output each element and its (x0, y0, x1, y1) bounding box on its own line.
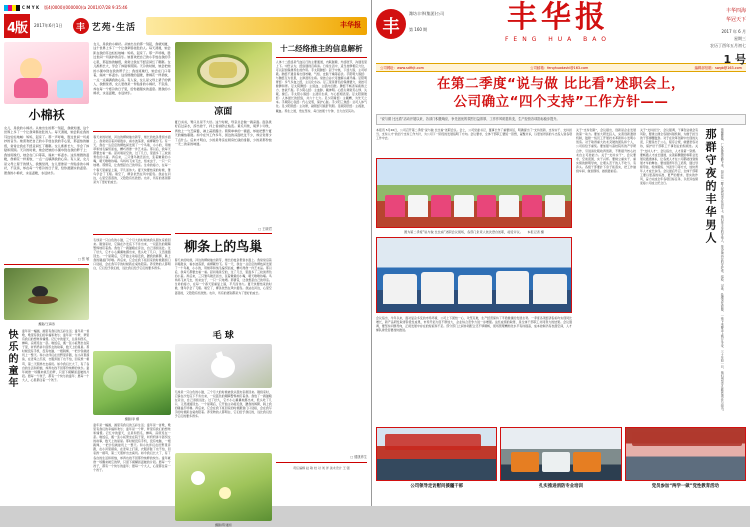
page1-masthead (376, 0, 746, 66)
main-photo-caption: 图为第二季度“说与做 比比看”述职会议现场，各部门负责人依次登台述职，接受评议。 本报记者 摄 (404, 230, 544, 235)
editor-credits: 责任编辑 赵 敏 校 对 刘 洋 美术设计 王 强 (293, 465, 350, 470)
article-body-5-a: 毛球是一只白色的小猫，三个月大的时候被我从朋友家抱回来。刚到家时，它躲在沙发底下不肯出来，一双蓝色的眼睛警惕地盯着我。我放了一碗猫粮在旁边，自己退到远处。过了好久，它才小心翼翼地挪出来，低头吃了几口，又迅速缩回去。一个星期后，它开始主动接近我，蹭我的裤腿，跳上我的膝盖打呼噜。再后来，它会在我下班回家的时候跑到门口迎接，会在我写字的时候趴在桌角陪着。养宠物的人都明白，它们给予我们的，远比我们给予它们的要多得多。 (93, 238, 171, 271)
body-column-c: 关于“支持担当”，会议强调，干事创业就会有风险，要建立健全容错纠错机制，为敢于担当的干部撑腰鼓劲。对于在改革创新中出现的失误，只要是出于公心、程序合规，就要宽容对待，保护好干部职工干事创业的积极性。关于“支持人才”，会议指出，人才是第一资源。要畅通人才成长通道，完善薪酬激励和职业发展双通道体系，让各类人才在公司都能找到施展才华的舞台。要加强青年员工培养，通过导师带徒、轮岗锻炼、外派学习等方式，加快青年人才成长步伐。会议最后号召，全体干部职工要以更高的标准、更严的要求、更实的作风，奋力完成全年各项目标任务，以优异成绩迎接公司成立纪念日。 (640, 128, 698, 186)
contact-editorial-value: swgb@163.com (714, 66, 742, 70)
bottom-photo-caption-1: 公司领导走访慰问援疆干部 (410, 484, 464, 490)
body-column-b: 关于“支持创新”，会议提出，创新是企业发展的第一动力。要加大研发投入，完善创新激励机制，鼓励一线员工开展技术革新和小发明小创造。对于取得重大技术突破的团队和个人，公司将给予重奖。要加强与高校院所的产学研合作，引进消化吸收再创新，不断提升核心技术自主可控能力。关于“支持实干”，会议要求，空谈误国，实干兴邦。要树立重实干、重实绩的鲜明导向，让埋头苦干的人不吃亏、有奔头。各级干部要扑下身子抓落实，把工作做到车间、做到现场、做到最前沿。 (576, 128, 636, 173)
bottom-photo-caption-3: 党员参加“两学一做”党性教育活动 (651, 484, 719, 490)
page4-columns (4, 42, 367, 527)
vertical-feature-body: 夜幕降临，厂区渐渐安静下来，但总有一群人依然坚守在岗位上。他们是丰华的守夜人，是设备运行的守护者。巡检、记录、处理突发故障，一夜下来要走上两万多步。三十年如一日，他们用坚守诠释着责任与担当。 (720, 128, 725, 414)
article-title-6: 十二经络推主的信息解析 (280, 44, 363, 53)
headline-line-2: 公司确立“四个支持”工作方针—— (453, 94, 669, 111)
plate-code: 版4(0000)(000000)(a 2001/07/28 9:35:46 (44, 4, 128, 10)
banner-paper-name: 丰华报 (340, 21, 361, 29)
contact-email-value: fenghuadashi@163.com (547, 66, 589, 70)
bottom-photo-3 (625, 427, 746, 489)
article-body-4-cont: 童年是一幅画，画里有我们的五彩生活；童年是一首歌，歌里有我们的幸福和欢乐；童年是一个梦，梦里有我们的想象和憧憬。记忆中的夏天，总是和西瓜、蝉鸣、凉席连在一起。晚饭后，搬一张小板凳坐在院子里，听奶奶讲牛郎织女的故事，数天上的星星。那时候没有手机，没有电脑，一根跳绳、一把沙包就能玩上一整天。和小伙伴们在田野里奔跑，在小河里摸鱼，在麦垛上打滚，衣服弄脏了也不怕，回家挨一顿骂，第二天照样出去疯玩。如今我们长大了，有了各自的生活和烦恼，却再也找不回那份纯粹的快乐。童年就像一场醒来就忘的梦，只留下模糊而温暖的片段。愿每一个孩子，都有一个快乐的童年；愿每一个大人，心里都住着一个孩子。 (93, 423, 171, 472)
page1-column-c (640, 128, 698, 424)
article-byline-1: □ 张 敏 (77, 257, 90, 261)
page4-column-3 (174, 42, 272, 527)
photo-meeting-group (376, 158, 572, 228)
photo-flowers (175, 453, 272, 521)
bottom-photo-1 (376, 427, 497, 489)
issue-lunar: 农历丁酉年五月初七 (710, 43, 746, 49)
article-byline-2: □ 王晓君 (258, 227, 272, 231)
page-number-badge: 4版 (4, 14, 30, 38)
cmyk-label: C M Y K (22, 5, 40, 10)
brand-lockup (73, 18, 136, 34)
page4-date: 2017年6月1日 (34, 23, 63, 28)
photo-white-cat (175, 344, 272, 388)
page4-column-4 (276, 42, 367, 510)
issue-label: 第 160 期 (409, 27, 428, 33)
photo-caption-2: 摄影/李 娜 (124, 417, 140, 421)
page1-main-block (376, 128, 572, 424)
contact-website[interactable] (380, 65, 424, 70)
page4-column-2 (93, 42, 170, 510)
brand-logo-icon: 丰 (73, 18, 89, 34)
paper-title-block (452, 0, 664, 43)
lead-paragraph: 本报讯 5月26日，公司召开第二季度“说与做 比比看”述职会议。会上，公司党委书记、董事长作了重要讲话，明确提出了“支持创新、支持实干、支持担当、支持人才”的四个支持工作方针，为公司下一阶段的发展指明了方向。会议要求，全体干部职工要统一思想，凝聚共识，以更加昂扬的斗志投入到各项工作中去。 (376, 128, 572, 141)
contact-email[interactable] (530, 65, 588, 70)
page1-columns (376, 128, 746, 424)
slogan-line-1: 丰华四海 (725, 8, 746, 14)
article-body-5-b: 毛球是一只白色的小猫，三个月大的时候被我从朋友家抱回来。刚到家时，它躲在沙发底下不肯出来，一双蓝色的眼睛警惕地盯着我。我放了一碗猫粮在旁边，自己退到远处。过了好久，它才小心翼翼地挪出来，低头吃了几口，又迅速缩回去。一个星期后，它开始主动接近我，蹭我的裤腿，跳上我的膝盖打呼噜。再后来，它会在我下班回家的时候跑到门口迎接，会在我写字的时候趴在桌角陪着。养宠物的人都明白，它们给予我们的，远比我们给予它们的要多得多。 (174, 390, 272, 419)
paper-title-en: FENG HUA BAO (504, 36, 612, 43)
lead-headline (376, 75, 746, 111)
section-name: 艺苑·生活 (91, 22, 136, 33)
lead-summary-box (376, 114, 746, 125)
bottom-photo-2 (500, 427, 621, 489)
article-title-1: 小棉袄 (28, 108, 65, 122)
page1-column-b (576, 128, 636, 424)
bottom-photo-row (376, 427, 746, 489)
vertical-article-title: 快乐的童年 (6, 329, 17, 389)
photo-green-field (93, 351, 170, 415)
masthead-publisher-block (409, 11, 444, 39)
issue-weekday: 星期三 (734, 36, 746, 42)
article-body-1: 女儿，是我的小棉袄。从她出生的那一刻起，我就知道，这个世界上多了一个让我牵肠挂肚的人。每天清晨，她会趴在我的耳边轻轻地喊：妈妈，起床了。那一声呼唤，胜过世间一切美妙的音乐。她喜欢把自己的小手放在我的手心里，那温热的触感，常常让我在不经意间红了眼眶。女儿渐渐长大，学会了体贴和照顾。天冷的时候，她会把她的小围巾绕在我的脖子上；我加班晚归，她会在门口等着，端来一杯温水。这些细微的温暖，像棉花一样柔软，一点一点填满我的心房。有人说，女儿是父母上辈子的情人，我倒觉得，女儿更像是一件贴身的小棉袄，不张扬，却在每一个寒冷的日子里，给你最踏实的温度。愿我的小棉袄，永远温暖，永远快乐。 (4, 126, 90, 175)
article-body-6: 人体十二经络是气血运行的主要通道，内联脏腑，外络肢节，沟通表里上下。中医认为，经络通则百病消。日常生活中，适当按摩相应穴位，可以起到保健养生的作用。手太阴肺经：起于中焦，下络大肠，主司呼吸。肺经不通者易出现咳嗽、气短、皮肤干燥等症状。手阳明大肠经：与肺经互为表里，主津液所生病。常按合谷穴可缓解头痛牙痛。足阳明胃经：多气多血之经，主运化水谷。足三里是著名的保健要穴，常按可健脾和胃。足太阴脾经：主统血、主肌肉四肢。脾经不畅者易疲倦乏力、食欲不振。手少阴心经：主血脉、藏神明。心经失调常见心悸、失眠、健忘。手太阳小肠经：主液所生病，与心经相表里。足太阳膀胱经：人体最长的经络，共六十七穴。足少阴肾经：主藏精，为先天之本。手厥阴心包经：代心受邪，保护心脏。手少阳三焦经：总司人体气化。足少阳胆经：主决断，敲胆经可疏肝利胆。足厥阴肝经：主疏泄，藏血。养生之道，贵在坚持，每日按揉十分钟，日久自见其功。 (275, 59, 367, 113)
article-title-5: 毛 球 (212, 331, 234, 341)
photo-caption-1: 摄影/王海涛 (38, 322, 55, 326)
photo-caption-3: 摄影/陈建国 (214, 523, 232, 527)
bottom-photo-caption-2: 扎实推进消防专业培训 (539, 484, 583, 490)
contact-website-value: www.sdfhjt.com (396, 66, 424, 70)
headline-line-1: 在第二季度“说与做 比比看”述职会上， (437, 76, 685, 92)
article-byline-6: □ 健康养生 (350, 454, 367, 459)
contact-editorial-label: 编辑部信箱： (694, 66, 715, 70)
photo-cold-noodles (175, 42, 272, 102)
body-column-a: 会议指出，今年以来，面对复杂多变的市场环境，公司上下团结一心、攻坚克难，生产经营保持了平稳健康的发展态势。一季度各项经济指标均实现同比增长，新产品研发取得阶段性成果，市场开拓力度不断加大，企业综合竞争力进一步增强。这些成绩的取得，是全体干部职工共同努力的结果。会议强调，要坚持问题导向，正视发展中存在的短板和不足。部分部门之间协同配合还不够顺畅，现场管理精细化水平有待提高，成本控制仍有挖潜空间，人才梯队建设需要加快推进。 (376, 316, 572, 333)
cmyk-color-bars (4, 5, 20, 11)
contact-website-label: 公司网址： (380, 66, 397, 70)
issue-number: 1 号 (723, 52, 746, 66)
illustration-girl (4, 42, 89, 104)
publisher-name: 潍坊丰华(集团)公司 (409, 11, 445, 16)
article-title-2: 凉面 (214, 107, 233, 117)
masthead-left (376, 3, 448, 39)
contact-editorial[interactable] (695, 65, 742, 70)
article-body-2: 夏日炎炎，胃口总是不大好。这个时候，母亲总会做一碗凉面。面条煮好后过凉水，捞出控干，拌上香油防止粘连。黄瓜切丝，胡萝卜切丝，再放上一勺芝麻酱，淋上蒜泥醋汁。简简单单的一碗面，却能把整个夏天的燥热驱散。如今在外工作多年，街边的凉面吃过不少，却总觉得少了点什么。后来才明白，少的是母亲在厨房忙碌的身影，少的是那份独一无二的家的味道。 (174, 120, 272, 147)
article-body-3-b: 春天来的时候，河边的柳树抽出新芽，细长的枝条垂到水面上。我常常沿着河堤散步，看水波荡漾，看柳絮纷飞。有一天，我在一丛密密的柳枝间发现了一个鸟巢，小小的，用细草和绒毛编织而成，精巧得像一件艺术品。那以后，我每天都要去看一看。起初巢是空的，过了几日，里面多了三枚淡青色的小蛋。再后来，三只雏鸟破壳而出，张着嫩黄的小嘴，朝天嗷嗷待哺。鸟妈妈飞来飞去，衔来虫子，一只一只地喂。那情景，让我想起自己的母亲。生命的接力，在每一个春天里重复上演，平凡而伟大。夏天快要结束的时候，雏鸟学会了飞翔。巢空了，柳条依然在风中摇曳。我站在河边，心里空落落的，又隐隐有些欣慰。也许，所有的离别都是为了更好的成长。 (174, 258, 272, 295)
article-body-3-a: 春天来的时候，河边的柳树抽出新芽，细长的枝条垂到水面上。我常常沿着河堤散步，看水波荡漾，看柳絮纷飞。有一天，我在一丛密密的柳枝间发现了一个鸟巢，小小的，用细草和绒毛编织而成，精巧得像一件艺术品。那以后，我每天都要去看一看。起初巢是空的，过了几日，里面多了三枚淡青色的小蛋。再后来，三只雏鸟破壳而出，张着嫩黄的小嘴，朝天嗷嗷待哺。鸟妈妈飞来飞去，衔来虫子，一只一只地喂。那情景，让我想起自己的母亲。生命的接力，在每一个春天里重复上演，平凡而伟大。夏天快要结束的时候，雏鸟学会了飞翔。巢空了，柳条依然在风中摇曳。我站在河边，心里空落落的，又隐隐有些欣慰。也许，所有的离别都是为了更好的成长。 (93, 135, 171, 184)
page4-banner (146, 17, 367, 35)
vertical-feature-title: 那群守夜的丰华男人 (704, 128, 717, 246)
page1-vertical-feature (702, 128, 744, 424)
slogan-line-2: 华冠天下 (725, 17, 746, 23)
page-1 (372, 0, 750, 506)
company-logo-icon: 丰 (376, 9, 406, 39)
issue-date: 2017 年 6 月 (721, 29, 746, 34)
photo-bird-nest (4, 268, 89, 320)
page4-masthead (4, 13, 367, 39)
masthead-right (668, 7, 746, 69)
lead-summary-text: “说与做 比比看”活动开展以来，各部门积极响应，争先创优的氛围日益浓厚，工作作风明显转变，生产经营各项指标稳步提升。 (380, 117, 560, 122)
paper-title-cn: 丰华报 (507, 0, 609, 35)
page4-column-1 (4, 42, 89, 510)
article-body-4: 童年是一幅画，画里有我们的五彩生活；童年是一首歌，歌里有我们的幸福和欢乐；童年是一个梦，梦里有我们的想象和憧憬。记忆中的夏天，总是和西瓜、蝉鸣、凉席连在一起。晚饭后，搬一张小板凳坐在院子里，听奶奶讲牛郎织女的故事，数天上的星星。那时候没有手机，没有电脑，一根跳绳、一把沙包就能玩上一整天。和小伙伴们在田野里奔跑，在小河里摸鱼，在麦垛上打滚，衣服弄脏了也不怕，回家挨一顿骂，第二天照样出去疯玩。如今我们长大了，有了各自的生活和烦恼，却再也找不回那份纯粹的快乐。童年就像一场醒来就忘的梦，只留下模糊而温暖的片段。愿每一个孩子，都有一个快乐的童年；愿每一个大人，心里都住着一个孩子。 (22, 329, 90, 382)
print-registration-bar (4, 3, 367, 12)
article-body-1-cont: 女儿，是我的小棉袄。从她出生的那一刻起，我就知道，这个世界上多了一个让我牵肠挂肚的人。每天清晨，她会趴在我的耳边轻轻地喊：妈妈，起床了。那一声呼唤，胜过世间一切美妙的音乐。她喜欢把自己的小手放在我的手心里，那温热的触感，常常让我在不经意间红了眼眶。女儿渐渐长大，学会了体贴和照顾。天冷的时候，她会把她的小围巾绕在我的脖子上；我加班晚归，她会在门口等着，端来一杯温水。这些细微的温暖，像棉花一样柔软，一点一点填满我的心房。有人说，女儿是父母上辈子的情人，我倒觉得，女儿更像是一件贴身的小棉袄，不张扬，却在每一个寒冷的日子里，给你最踏实的温度。愿我的小棉袄，永远温暖，永远快乐。 (93, 42, 171, 96)
page-4 (0, 0, 372, 527)
article-title-3: 柳条上的鸟巢 (184, 240, 263, 255)
photo-staff-tshirts (376, 237, 572, 313)
contact-email-label: 公司邮箱： (530, 66, 548, 70)
